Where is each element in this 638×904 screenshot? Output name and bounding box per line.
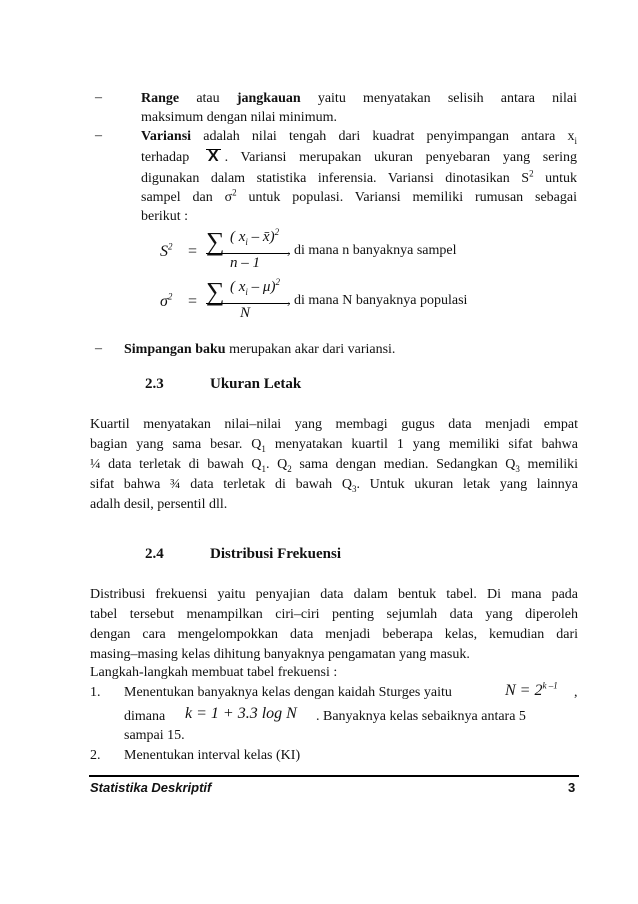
distribusi-line-4: masing–masing kelas dihitung banyaknya pengamatan yang masuk.	[90, 647, 470, 662]
ukuran-letak-line-3: ¼ data terletak di bawah $Q_1$. $Q_2$ sama dengan median. Sedangkan $Q_3$ memiliki	[90, 457, 579, 474]
footer-rule	[89, 775, 579, 777]
distribusi-line-3: dengan cara mengelompokkan data menjadi beberapa kelas, kemudian dari	[90, 627, 578, 642]
ukuran-letak-line-1: Kuartil menyatakan nilai–nilai yang membagi gugus data menjadi empat	[90, 417, 578, 432]
sturges-formula: $N = 2^{k -1}$	[505, 680, 558, 699]
sum-symbol: ∑	[206, 277, 225, 306]
step-1-text: Menentukan banyaknya kelas dengan kaidah Sturges yaitu	[124, 685, 452, 700]
step-2-number: 2.	[90, 748, 101, 763]
step-1-comma: ,	[574, 685, 578, 700]
step-1-dimana: dimana	[124, 709, 166, 724]
formula-numerator: ( $x_i - \mu)^2$	[230, 277, 280, 297]
formula-equals: =	[188, 243, 198, 260]
section-number-2-4: 2.4	[145, 546, 164, 562]
distribusi-line-1: Distribusi frekuensi yaitu penyajian data dalam bentuk tabel. Di mana pada	[90, 587, 578, 602]
bullet-dash: –	[95, 128, 102, 143]
range-line-2: maksimum dengan nilai minimum.	[141, 110, 337, 125]
ukuran-letak-line-5: adalh desil, persentil dll.	[90, 497, 228, 512]
formula-1-note: , di mana n banyaknya sampel	[287, 243, 457, 258]
bullet-dash: –	[95, 341, 102, 356]
formula-numerator: ( $x_i$ – x̄)$^2$	[230, 227, 280, 247]
formula-equals: =	[188, 293, 198, 310]
step-2-text: Menentukan interval kelas (KI)	[124, 748, 301, 763]
formula-2-note: , di mana N banyaknya populasi	[287, 293, 468, 308]
simpangan-term: Simpangan baku	[124, 342, 226, 357]
distribusi-line-2: tabel tersebut menampilkan ciri–ciri penting sejumlah data yang diperoleh	[90, 607, 578, 622]
ukuran-letak-line-4: sifat bahwa ¾ data terletak di bawah $Q_3$. Untuk ukuran letak yang lainnya	[90, 477, 578, 494]
ukuran-letak-line-2: bagian yang sama besar. $Q_1$ menyatakan kuartil 1 yang memiliki sifat bahwa	[90, 437, 578, 454]
variansi-line-4: sampel dan $\sigma^2$ untuk populasi. Variansi memiliki rumusan sebagai	[141, 187, 577, 205]
variansi-line-5: berikut :	[141, 209, 189, 224]
variansi-line-3: digunakan dalam statistika inferensia. Variansi dinotasikan $S^2$ untuk	[141, 168, 578, 186]
section-number-2-3: 2.3	[145, 376, 164, 392]
range-term: Range	[141, 91, 180, 106]
section-title-2-3: Ukuran Letak	[210, 376, 302, 392]
sum-symbol: ∑	[206, 227, 225, 256]
simpangan-line: Simpangan baku merupakan akar dari variansi.	[124, 342, 396, 357]
steps-intro: Langkah-langkah membuat tabel frekuensi :	[90, 665, 338, 680]
fraction-bar	[206, 253, 290, 254]
page-number: 3	[568, 780, 576, 795]
fraction-bar	[206, 303, 290, 304]
variansi-line-2: terhadap X . Variansi merupakan ukuran penyebaran yang sering	[141, 148, 578, 165]
step-1-line-3: sampai 15.	[124, 728, 185, 743]
bullet-dash: –	[95, 90, 102, 105]
class-count-formula: k = 1 + 3.3 log N	[185, 705, 297, 722]
variansi-line-1: Variansi adalah nilai tengah dari kuadrat penyimpangan antara $x_i$	[141, 129, 578, 146]
formula-lhs: $S^2$	[160, 241, 173, 260]
variansi-term: Variansi	[141, 129, 192, 144]
formula-denominator: N	[240, 305, 251, 321]
range-line-1: Range atau jangkauan yaitu menyatakan selisih antara nilai	[141, 91, 578, 106]
step-1-number: 1.	[90, 685, 101, 700]
xbar-symbol: X	[207, 148, 219, 165]
step-1-line-2-rest: . Banyaknya kelas sebaiknya antara 5	[316, 709, 526, 724]
formula-denominator: n – 1	[230, 255, 260, 271]
footer-title: Statistika Deskriptif	[90, 780, 212, 795]
section-title-2-4: Distribusi Frekuensi	[210, 546, 341, 562]
formula-lhs: $\sigma^2$	[160, 291, 173, 310]
jangkauan-term: jangkauan	[236, 91, 301, 106]
